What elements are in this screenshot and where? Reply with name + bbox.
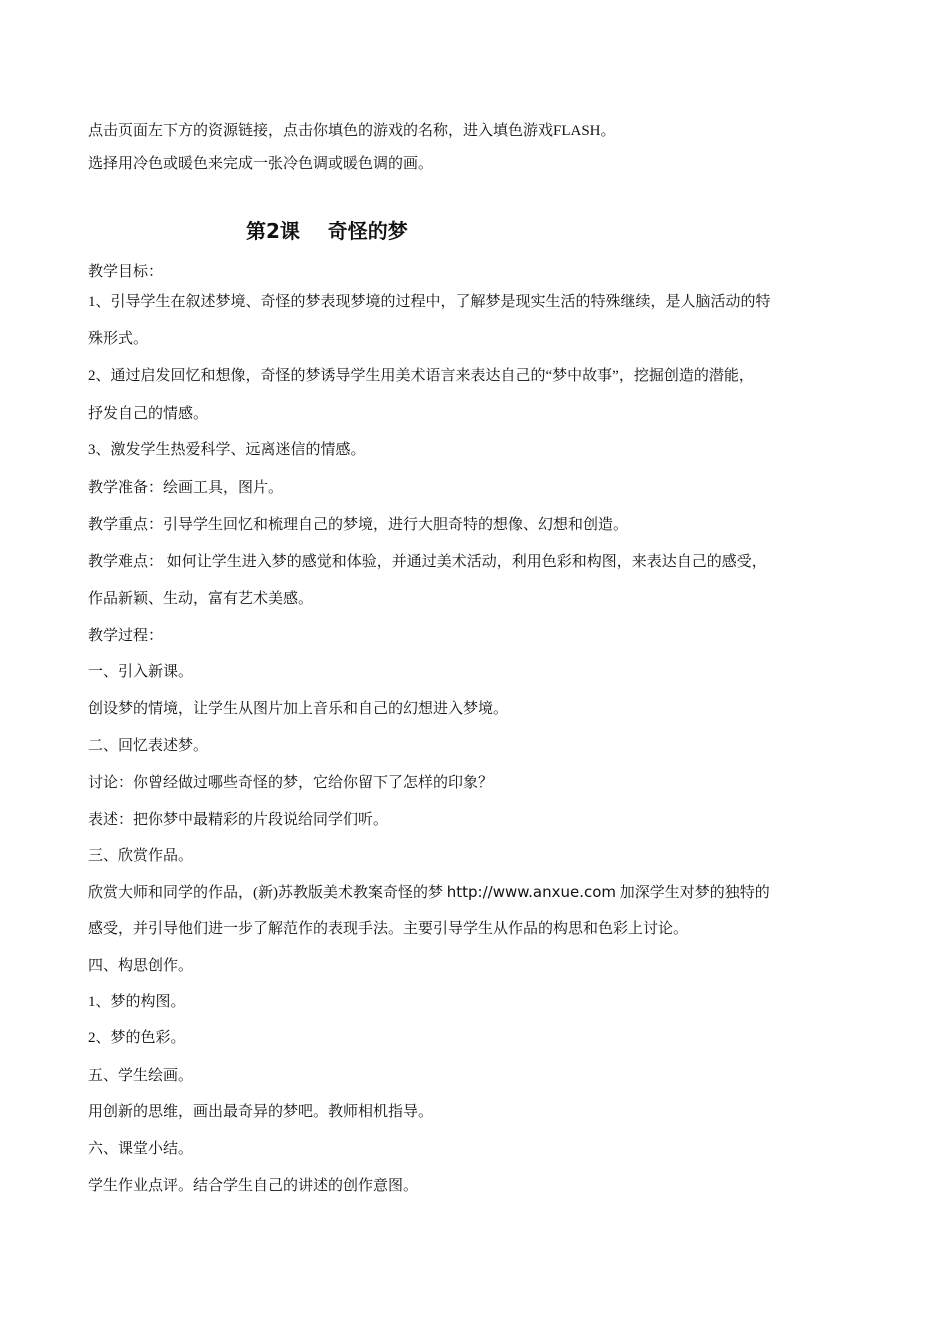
lesson-title: 第2课 奇怪的梦 — [246, 219, 408, 243]
goal-3: 3、激发学生热爱科学、远离迷信的情感。 — [88, 442, 366, 458]
step-2-expression: 表述：把你梦中最精彩的片段说给同学们听。 — [88, 812, 389, 828]
intro-line-1: 点击页面左下方的资源链接，点击你填色的游戏的名称，进入填色游戏FLASH。 — [88, 123, 616, 139]
step-3-heading: 三、欣赏作品。 — [88, 848, 194, 864]
step-5-text: 用创新的思维，画出最奇异的梦吧。教师相机指导。 — [88, 1104, 434, 1120]
teaching-focus: 教学重点：引导学生回忆和梳理自己的梦境，进行大胆奇特的想像、幻想和创造。 — [88, 517, 629, 533]
difficulty-line-2: 作品新颖、生动，富有艺术美感。 — [88, 591, 314, 607]
step-2-heading: 二、回忆表述梦。 — [88, 738, 209, 754]
step-3-url: http://www.anxue.com — [446, 883, 617, 901]
goal-2-line-1: 2、通过启发回忆和想像，奇怪的梦诱导学生用美术语言来表达自己的“梦中故事”，挖掘创造的潜能， — [88, 368, 754, 384]
goal-1-line-1: 1、引导学生在叙述梦境、奇怪的梦表现梦境的过程中，了解梦是现实生活的特殊继续，是人脑活动的特 — [88, 294, 771, 310]
step-1-text: 创设梦的情境，让学生从图片加上音乐和自己的幻想进入梦境。 — [88, 701, 509, 717]
step-4-heading: 四、构思创作。 — [88, 958, 194, 974]
goals-heading: 教学目标： — [88, 264, 164, 280]
teaching-prep: 教学准备：绘画工具，图片。 — [88, 480, 284, 496]
step-4-item-2: 2、梦的色彩。 — [88, 1030, 186, 1046]
step-3-text-start: 欣赏大师和同学的作品，(新)苏教版美术教案奇怪的梦 — [88, 885, 447, 901]
step-3-text-line-1 — [88, 882, 868, 903]
step-3-text-end: 加深学生对梦的独特的 — [616, 885, 770, 901]
step-5-heading: 五、学生绘画。 — [88, 1068, 194, 1084]
step-6-text: 学生作业点评。结合学生自己的讲述的创作意图。 — [88, 1178, 419, 1194]
goal-2-line-2: 抒发自己的情感。 — [88, 406, 209, 422]
step-2-discussion: 讨论：你曾经做过哪些奇怪的梦，它给你留下了怎样的印象？ — [88, 775, 494, 791]
step-4-item-1: 1、梦的构图。 — [88, 994, 186, 1010]
difficulty-line-1: 教学难点： 如何让学生进入梦的感觉和体验，并通过美术活动，利用色彩和构图，来表达自己的感受， — [88, 554, 767, 570]
step-1-heading: 一、引入新课。 — [88, 664, 194, 680]
goal-1-line-2: 殊形式。 — [88, 331, 149, 347]
step-6-heading: 六、课堂小结。 — [88, 1141, 194, 1157]
step-3-text-line-2: 感受，并引导他们进一步了解范作的表现手法。主要引导学生从作品的构思和色彩上讨论。 — [88, 921, 689, 937]
process-heading: 教学过程： — [88, 628, 164, 644]
intro-line-2: 选择用冷色或暖色来完成一张冷色调或暖色调的画。 — [88, 156, 434, 172]
